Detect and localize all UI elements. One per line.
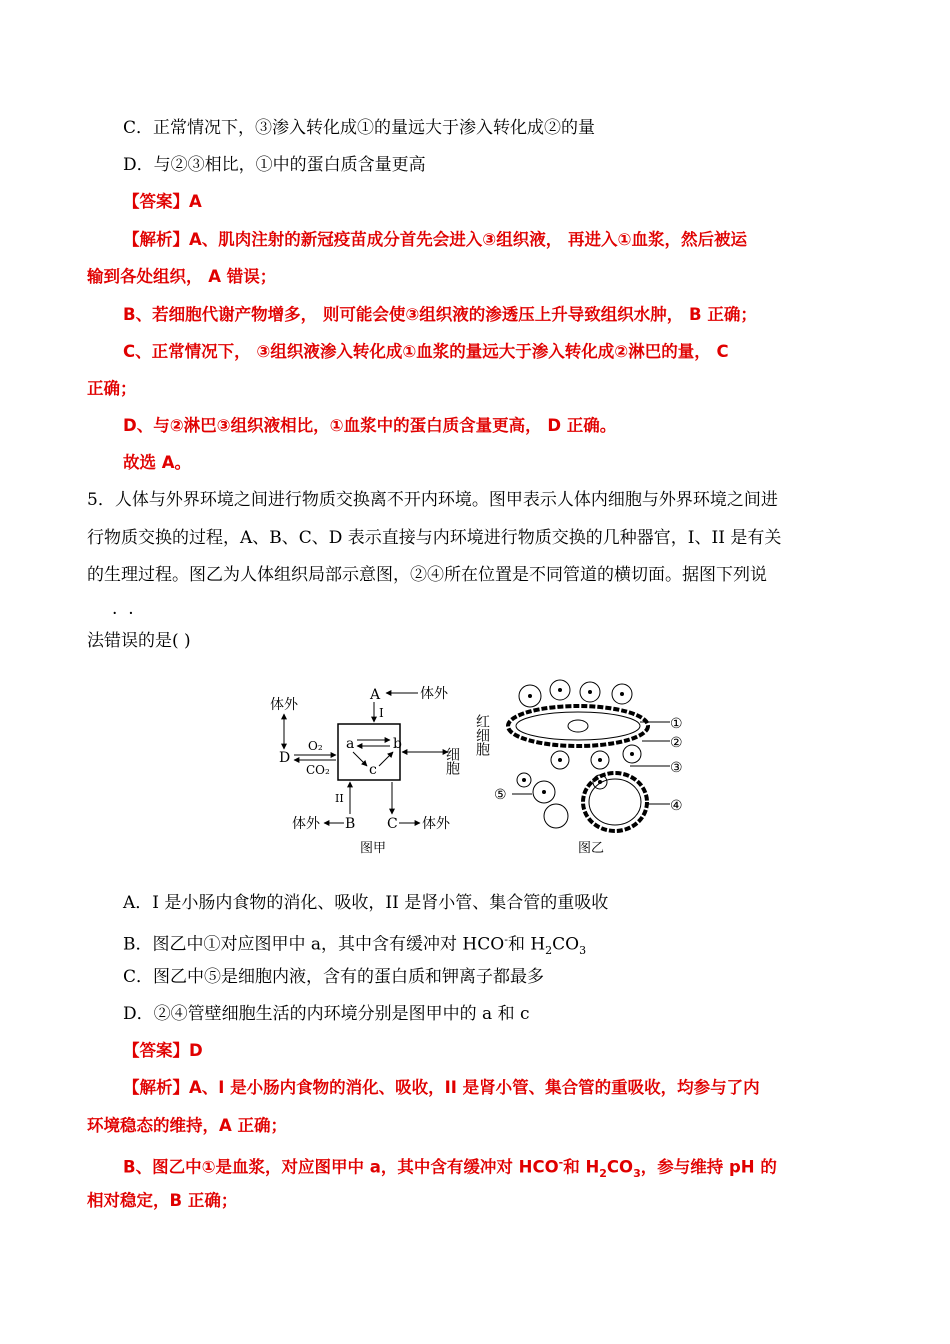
label-C: C	[387, 816, 398, 832]
analysis-line: B、若细胞代谢产物增多， 则可能会使③组织液的渗透压上升导致组织水肿， B 正确；	[123, 305, 757, 324]
label-II: II	[335, 792, 344, 805]
co2-label: CO₂	[306, 763, 330, 777]
label-c: c	[369, 762, 377, 778]
analysis-line: 相对稳定，B 正确；	[87, 1191, 238, 1210]
emphasis-dots: · ·	[112, 604, 134, 624]
analysis-line: 环境稳态的维持，A 正确；	[87, 1116, 288, 1135]
marker-3: ③	[670, 760, 683, 776]
marker-4: ④	[670, 798, 683, 814]
question-stem: 的生理过程。图乙为人体组织局部示意图，②④所在位置是不同管道的横切面。据图下列说	[87, 565, 767, 585]
answer: 【答案】A	[123, 192, 202, 211]
outside-br: 体外	[422, 816, 450, 832]
option-a: A．I 是小肠内食物的消化、吸收，II 是肾小管、集合管的重吸收	[123, 893, 609, 913]
option-d: D．②④管壁细胞生活的内环境分别是图甲中的 a 和 c	[123, 1004, 530, 1024]
option-b: B．图乙中①对应图甲中 a，其中含有缓冲对 HCO-和 $H_2CO_3$	[123, 933, 587, 958]
option-c: C．正常情况下，③渗入转化成①的量远大于渗入转化成②的量	[123, 118, 596, 138]
figure-jia	[270, 685, 460, 856]
question-stem: 行物质交换的过程，A、B、C、D 表示直接与内环境进行物质交换的几种器官，I、II 是有关	[87, 528, 782, 548]
analysis-line: 【解析】A、I 是小肠内食物的消化、吸收，II 是肾小管、集合管的重吸收，均参与了内	[123, 1078, 760, 1097]
option-c: C．图乙中⑤是细胞内液，含有的蛋白质和钾离子都最多	[123, 967, 545, 987]
analysis-line: C、正常情况下， ③组织液渗入转化成①血浆的量远大于渗入转化成②淋巴的量， C	[123, 342, 729, 361]
o2-label: O₂	[308, 739, 323, 753]
marker-5: ⑤	[494, 787, 507, 803]
label-I: I	[379, 706, 384, 720]
figure	[260, 676, 690, 866]
question-stem: 法错误的是( )	[87, 631, 191, 651]
marker-1: ①	[670, 716, 683, 732]
caption-yi: 图乙	[578, 841, 605, 856]
outside-bl: 体外	[292, 816, 320, 832]
label-D: D	[279, 750, 291, 766]
label-b: b	[393, 736, 402, 752]
analysis-line: 输到各处组织， A 错误；	[87, 267, 277, 286]
figure-yi	[474, 680, 683, 856]
option-d: D．与②③相比，①中的蛋白质含量更高	[123, 155, 426, 175]
outside-top: 体外	[420, 686, 448, 702]
analysis-line: 【解析】A、肌肉注射的新冠疫苗成分首先会进入③组织液， 再进入①血浆，然后被运	[123, 230, 747, 249]
caption-jia: 图甲	[360, 841, 387, 856]
marker-2: ②	[670, 735, 683, 751]
label-A: A	[370, 687, 381, 703]
label-B: B	[345, 816, 356, 832]
label-a: a	[346, 736, 355, 752]
analysis-line: 正确；	[87, 379, 137, 398]
question-stem: 5．人体与外界环境之间进行物质交换离不开内环境。图甲表示人体内细胞与外界环境之间进	[87, 490, 778, 510]
outside-left: 体外	[270, 697, 298, 713]
analysis-line: 故选 A。	[123, 453, 192, 472]
analysis-line: B、图乙中①是血浆，对应图甲中 a，其中含有缓冲对 HCO-和 $H_2CO_3$，参与维持 pH 的	[123, 1156, 777, 1180]
analysis-line: D、与②淋巴③组织液相比，①血浆中的蛋白质含量更高， D 正确。	[123, 416, 617, 435]
cell-label: 细胞	[444, 747, 460, 775]
rbc-label: 红细胞	[474, 714, 490, 756]
answer: 【答案】D	[123, 1041, 203, 1060]
